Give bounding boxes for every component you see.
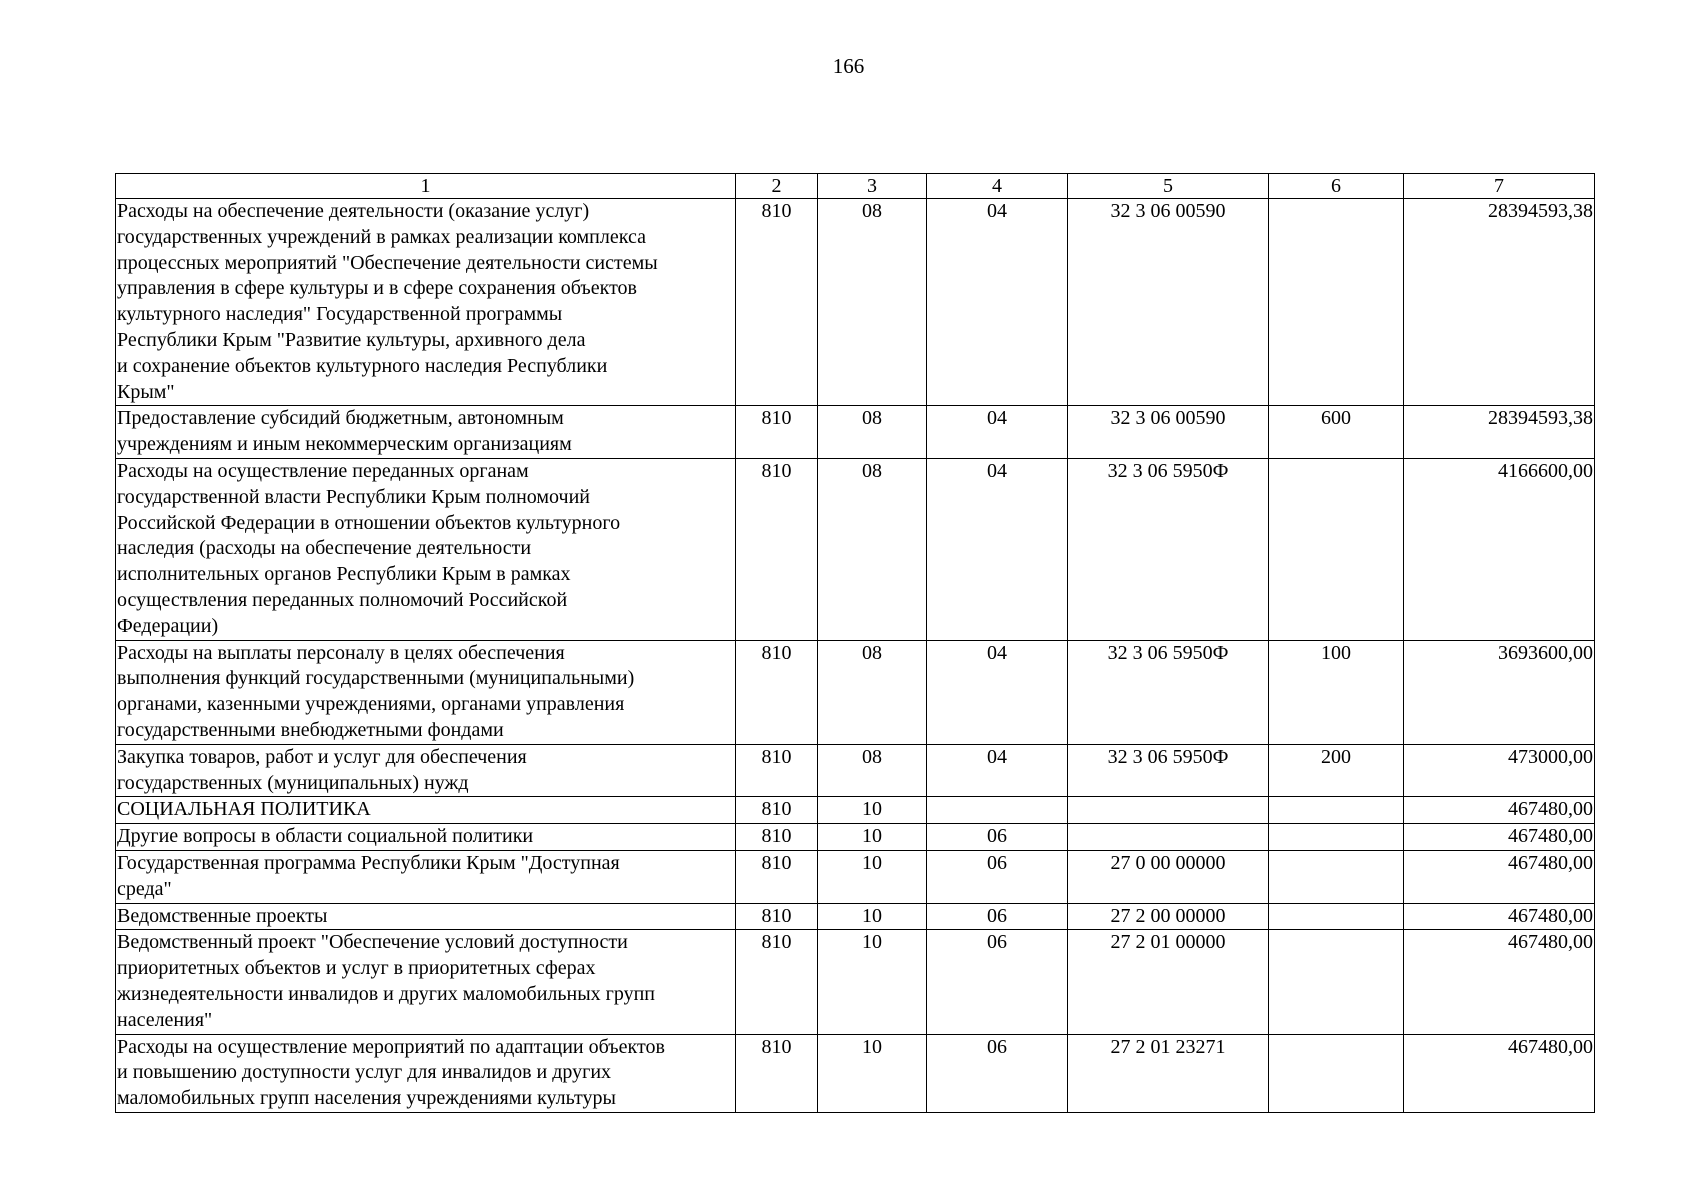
- subsection-code: 06: [927, 903, 1068, 930]
- ministry-code: 810: [736, 1034, 818, 1112]
- row-description: СОЦИАЛЬНАЯ ПОЛИТИКА: [116, 797, 736, 824]
- table-row: [116, 406, 1595, 459]
- expense-type-code: 600: [1269, 406, 1404, 459]
- column-header-4: 4: [927, 174, 1068, 199]
- target-article-code: 32 3 06 5950Ф: [1068, 458, 1269, 640]
- expense-type-code: [1269, 199, 1404, 406]
- ministry-code: 810: [736, 824, 818, 851]
- table-body: [116, 199, 1595, 1113]
- target-article-code: 27 0 00 00000: [1068, 850, 1269, 903]
- section-code: 10: [818, 824, 927, 851]
- target-article-code: 27 2 00 00000: [1068, 903, 1269, 930]
- row-description: Ведомственный проект "Обеспечение условий доступности приоритетных объектов и услуг в приоритетных сферах жизнедеятельности инвалидов и других маломобильных групп населения": [116, 930, 736, 1034]
- column-number-row: [116, 174, 1595, 199]
- subsection-code: 04: [927, 744, 1068, 797]
- section-code: 10: [818, 930, 927, 1034]
- row-description: Другие вопросы в области социальной политики: [116, 824, 736, 851]
- amount: 467480,00: [1404, 1034, 1595, 1112]
- subsection-code: 04: [927, 199, 1068, 406]
- ministry-code: 810: [736, 406, 818, 459]
- expense-type-code: 200: [1269, 744, 1404, 797]
- subsection-code: [927, 797, 1068, 824]
- expense-type-code: [1269, 903, 1404, 930]
- table-row: [116, 1034, 1595, 1112]
- target-article-code: 32 3 06 00590: [1068, 406, 1269, 459]
- amount: 467480,00: [1404, 930, 1595, 1034]
- subsection-code: 04: [927, 640, 1068, 744]
- subsection-code: 06: [927, 850, 1068, 903]
- table-row: [116, 797, 1595, 824]
- table-row: [116, 640, 1595, 744]
- target-article-code: 27 2 01 23271: [1068, 1034, 1269, 1112]
- ministry-code: 810: [736, 850, 818, 903]
- table-row: [116, 458, 1595, 640]
- section-code: 08: [818, 458, 927, 640]
- table-row: [116, 199, 1595, 406]
- amount: 3693600,00: [1404, 640, 1595, 744]
- target-article-code: 32 3 06 00590: [1068, 199, 1269, 406]
- column-header-3: 3: [818, 174, 927, 199]
- amount: 467480,00: [1404, 850, 1595, 903]
- column-header-1: 1: [116, 174, 736, 199]
- column-header-2: 2: [736, 174, 818, 199]
- expense-type-code: [1269, 930, 1404, 1034]
- section-code: 10: [818, 797, 927, 824]
- amount: 28394593,38: [1404, 199, 1595, 406]
- subsection-code: 06: [927, 930, 1068, 1034]
- row-description: Предоставление субсидий бюджетным, автономным учреждениям и иным некоммерческим организациям: [116, 406, 736, 459]
- target-article-code: [1068, 797, 1269, 824]
- expense-type-code: [1269, 1034, 1404, 1112]
- ministry-code: 810: [736, 930, 818, 1034]
- target-article-code: 32 3 06 5950Ф: [1068, 744, 1269, 797]
- table-row: [116, 824, 1595, 851]
- ministry-code: 810: [736, 744, 818, 797]
- amount: 467480,00: [1404, 824, 1595, 851]
- row-description: Расходы на обеспечение деятельности (оказание услуг) государственных учреждений в рамках реализации комплекса процессных мероприятий "Обеспечение деятельности системы управления в сфере культуры и в сфере сохранения объектов культурного наследия" Государственной программы Республики Крым "Развитие культуры, архивного дела и сохранение объектов культурного наследия Республики Крым": [116, 199, 736, 406]
- target-article-code: [1068, 824, 1269, 851]
- amount: 4166600,00: [1404, 458, 1595, 640]
- expense-type-code: [1269, 850, 1404, 903]
- amount: 473000,00: [1404, 744, 1595, 797]
- amount: 467480,00: [1404, 903, 1595, 930]
- budget-table: [115, 173, 1595, 1113]
- section-code: 08: [818, 744, 927, 797]
- ministry-code: 810: [736, 797, 818, 824]
- section-code: 08: [818, 406, 927, 459]
- subsection-code: 04: [927, 458, 1068, 640]
- section-code: 10: [818, 850, 927, 903]
- page-number: 166: [832, 54, 865, 78]
- ministry-code: 810: [736, 903, 818, 930]
- section-code: 10: [818, 1034, 927, 1112]
- ministry-code: 810: [736, 640, 818, 744]
- column-header-5: 5: [1068, 174, 1269, 199]
- expense-type-code: [1269, 797, 1404, 824]
- table-row: [116, 930, 1595, 1034]
- expense-type-code: 100: [1269, 640, 1404, 744]
- row-description: Расходы на осуществление переданных органам государственной власти Республики Крым полномочий Российской Федерации в отношении объектов культурного наследия (расходы на обеспечение деятельности исполнительных органов Республики Крым в рамках осуществления переданных полномочий Российской Федерации): [116, 458, 736, 640]
- amount: 467480,00: [1404, 797, 1595, 824]
- expense-type-code: [1269, 824, 1404, 851]
- section-code: 08: [818, 640, 927, 744]
- table-row: [116, 903, 1595, 930]
- expense-type-code: [1269, 458, 1404, 640]
- subsection-code: 04: [927, 406, 1068, 459]
- column-header-7: 7: [1404, 174, 1595, 199]
- table-row: [116, 850, 1595, 903]
- target-article-code: 32 3 06 5950Ф: [1068, 640, 1269, 744]
- table-row: [116, 744, 1595, 797]
- subsection-code: 06: [927, 1034, 1068, 1112]
- row-description: Закупка товаров, работ и услуг для обеспечения государственных (муниципальных) нужд: [116, 744, 736, 797]
- section-code: 10: [818, 903, 927, 930]
- row-description: Государственная программа Республики Крым "Доступная среда": [116, 850, 736, 903]
- row-description: Ведомственные проекты: [116, 903, 736, 930]
- subsection-code: 06: [927, 824, 1068, 851]
- section-code: 08: [818, 199, 927, 406]
- row-description: Расходы на осуществление мероприятий по адаптации объектов и повышению доступности услуг для инвалидов и других маломобильных групп населения учреждениями культуры: [116, 1034, 736, 1112]
- amount: 28394593,38: [1404, 406, 1595, 459]
- ministry-code: 810: [736, 199, 818, 406]
- ministry-code: 810: [736, 458, 818, 640]
- column-header-6: 6: [1269, 174, 1404, 199]
- row-description: Расходы на выплаты персоналу в целях обеспечения выполнения функций государственными (муниципальными) органами, казенными учреждениями, органами управления государственными внебюджетными фондами: [116, 640, 736, 744]
- target-article-code: 27 2 01 00000: [1068, 930, 1269, 1034]
